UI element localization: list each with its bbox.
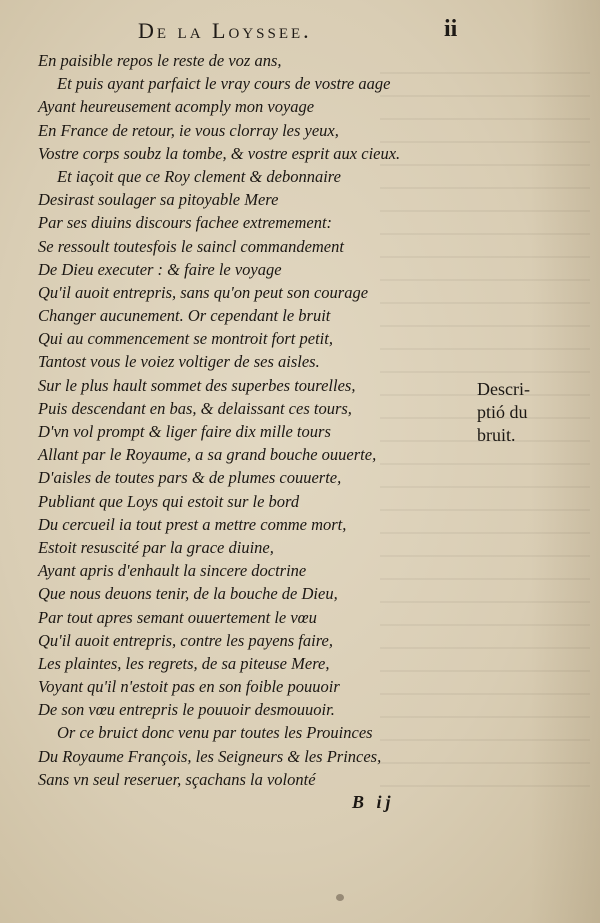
- verse-line: Allant par le Royaume, a sa grand bouche ouuerte,: [38, 445, 377, 465]
- marginal-note-line: bruit.: [477, 425, 516, 445]
- verse-line: Desirast soulager sa pitoyable Mere: [38, 190, 279, 210]
- verse-line: Les plaintes, les regrets, de sa piteuse Mere,: [38, 653, 330, 673]
- verse-line: De Dieu executer : & faire le voyage: [38, 259, 282, 279]
- marginal-note-line: ptió du: [477, 402, 528, 422]
- verse-line: Qui au commencement se montroit fort petit,: [38, 329, 333, 349]
- marginal-note-line: Descri-: [477, 379, 530, 399]
- verse-line: D'vn vol prompt & liger faire dix mille tours: [38, 422, 331, 441]
- verse-line: Tantost vous le voiez voltiger de ses aisles.: [38, 352, 320, 372]
- verse-line: Et iaçoit que ce Roy clement & debonnaire: [57, 166, 341, 186]
- verse-line: Sans vn seul reseruer, sçachans la volonté: [38, 769, 316, 789]
- verse-line: Vostre corps soubz la tombe, & vostre esprit aux cieux.: [38, 143, 401, 163]
- verse-line: Sur le plus hault sommet des superbes tourelles,: [38, 375, 356, 395]
- verse-line: Puis descendant en bas, & delaissant ces tours,: [38, 398, 352, 418]
- ink-smudge: [336, 894, 344, 901]
- verse-line: Ayant heureusement acomply mon voyage: [38, 97, 315, 117]
- verse-line: Et puis ayant parfaict le vray cours de vostre aage: [57, 74, 391, 94]
- verse-line: Estoit resuscité par la grace diuine,: [38, 537, 274, 557]
- verse-line: Or ce bruict donc venu par toutes les Prouinces: [57, 723, 373, 743]
- verse-line: Qu'il auoit entrepris, sans qu'on peut son courage: [38, 282, 369, 302]
- page-header: [0, 18, 600, 48]
- verse-line: Du cercueil ia tout prest a mettre comme mort,: [38, 514, 347, 534]
- verse-line: Changer aucunement. Or cependant le bruit: [38, 306, 331, 326]
- verse-line: Se ressoult toutesfois le saincl commandement: [38, 236, 344, 256]
- verse-line: En paisible repos le reste de voz ans,: [38, 51, 282, 70]
- signature-mark: B ij: [352, 792, 395, 812]
- verse-line: De son vœu entrepris le pouuoir desmouuoir.: [38, 700, 335, 720]
- verse-block: [38, 49, 468, 791]
- running-head: De la Loyssee.: [138, 18, 312, 43]
- verse-line: Par tout apres semant ouuertement le vœu: [38, 607, 317, 627]
- marginal-note: [477, 378, 577, 447]
- verse-line: En France de retour, ie vous clorray les yeux,: [38, 120, 339, 140]
- verse-line: D'aisles de toutes pars & de plumes couuerte,: [38, 468, 342, 488]
- verse-line: Qu'il auoit entrepris, contre les payens faire,: [38, 630, 333, 650]
- verse-line: Du Royaume François, les Seigneurs & les Princes,: [38, 746, 382, 766]
- verse-line: Voyant qu'il n'estoit pas en son foible pouuoir: [38, 677, 340, 697]
- verse-line: Publiant que Loys qui estoit sur le bord: [38, 491, 300, 511]
- verse-line: Que nous deuons tenir, de la bouche de Dieu,: [38, 584, 338, 604]
- folio-number: ii: [444, 16, 458, 42]
- verse-line: Par ses diuins discours fachee extremement:: [38, 213, 333, 233]
- verse-line: Ayant apris d'enhault la sincere doctrine: [38, 561, 307, 581]
